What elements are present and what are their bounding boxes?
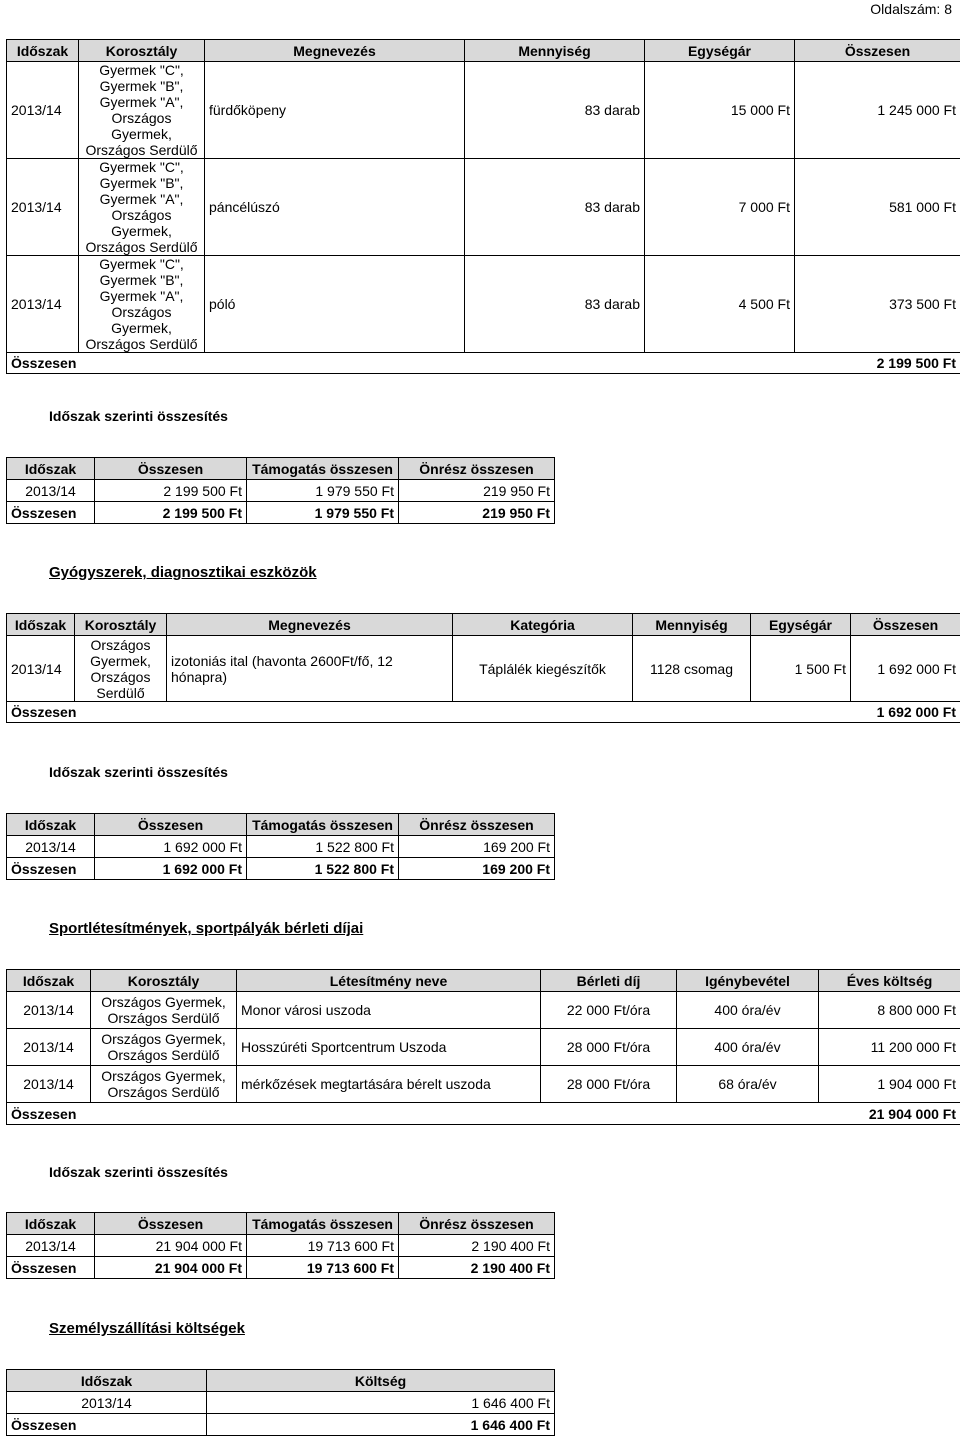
item-name-cell: póló xyxy=(205,256,465,353)
col-header: Időszak xyxy=(7,814,95,836)
table-row xyxy=(7,992,960,1029)
quantity-cell: 1128 csomag xyxy=(633,636,751,702)
usage-cell: 68 óra/év xyxy=(677,1066,819,1103)
item-name-cell: fürdőköpeny xyxy=(205,62,465,159)
age-group-cell: Gyermek "C", Gyermek "B", Gyermek "A", Országos Gyermek, Országos Serdülő xyxy=(79,256,205,353)
col-header: Éves költség xyxy=(819,970,960,992)
age-group-cell: Gyermek "C", Gyermek "B", Gyermek "A", Országos Gyermek, Országos Serdülő xyxy=(79,159,205,256)
quantity-cell: 83 darab xyxy=(465,256,645,353)
sum-row: Összesen 1 692 000 Ft 1 522 800 Ft 169 200 Ft xyxy=(7,858,555,880)
unit-price-cell: 4 500 Ft xyxy=(645,256,795,353)
total-cell: 581 000 Ft xyxy=(795,159,960,256)
sum-row xyxy=(7,1103,960,1125)
section-title: Személyszállítási költségek xyxy=(49,1320,245,1337)
col-header: Kategória xyxy=(453,614,633,636)
item-name-cell: izotoniás ital (havonta 2600Ft/fő, 12 hónapra) xyxy=(167,636,453,702)
table-header-row xyxy=(7,40,960,62)
total-cell: 373 500 Ft xyxy=(795,256,960,353)
sum-value: 1 692 000 Ft xyxy=(851,702,960,723)
col-header: Támogatás összesen xyxy=(247,814,399,836)
table-row xyxy=(7,256,960,353)
fee-cell: 28 000 Ft/óra xyxy=(541,1066,677,1103)
col-header: Időszak xyxy=(7,970,91,992)
section-title: Gyógyszerek, diagnosztikai eszközök xyxy=(49,564,317,581)
col-header: Összesen xyxy=(851,614,960,636)
page-number: Oldalszám: 8 xyxy=(870,1,952,17)
table-row xyxy=(7,62,960,159)
col-header: Időszak xyxy=(7,1213,95,1235)
summary-table xyxy=(6,457,555,524)
sum-row: Összesen 2 199 500 Ft 1 979 550 Ft 219 950 Ft xyxy=(7,502,555,524)
age-group-cell: Országos Gyermek, Országos Serdülő xyxy=(91,992,237,1029)
sum-row: Összesen 21 904 000 Ft 19 713 600 Ft 2 190 400 Ft xyxy=(7,1257,555,1279)
age-group-cell: Országos Gyermek, Országos Serdülő xyxy=(91,1029,237,1066)
col-header: Támogatás összesen xyxy=(247,458,399,480)
sum-value: 2 199 500 Ft xyxy=(795,353,960,374)
facility-name-cell: Hosszúréti Sportcentrum Uszoda xyxy=(237,1029,541,1066)
col-header: Egységár xyxy=(751,614,851,636)
period-cell: 2013/14 xyxy=(7,1029,91,1066)
table-row xyxy=(7,636,960,702)
total-cell: 1 692 000 Ft xyxy=(851,636,960,702)
item-name-cell: páncélúszó xyxy=(205,159,465,256)
col-header: Megnevezés xyxy=(205,40,465,62)
col-header: Összesen xyxy=(95,1213,247,1235)
sum-row xyxy=(7,702,960,723)
period-cell: 2013/14 xyxy=(7,992,91,1029)
summary-title: Időszak szerinti összesítés xyxy=(49,408,228,424)
col-header: Korosztály xyxy=(79,40,205,62)
table-row: 2013/14 2 199 500 Ft 1 979 550 Ft 219 950 Ft xyxy=(7,480,555,502)
section-title: Sportlétesítmények, sportpályák bérleti díjai xyxy=(49,920,364,937)
facility-name-cell: mérkőzések megtartására bérelt uszoda xyxy=(237,1066,541,1103)
quantity-cell: 83 darab xyxy=(465,159,645,256)
transport-table xyxy=(6,1369,555,1436)
period-cell: 2013/14 xyxy=(7,256,79,353)
sum-label: Összesen xyxy=(7,1103,819,1125)
col-header: Önrész összesen xyxy=(399,814,555,836)
usage-cell: 400 óra/év xyxy=(677,1029,819,1066)
period-cell: 2013/14 xyxy=(7,62,79,159)
col-header: Támogatás összesen xyxy=(247,1213,399,1235)
facility-name-cell: Monor városi uszoda xyxy=(237,992,541,1029)
age-group-cell: Országos Gyermek, Országos Serdülő xyxy=(91,1066,237,1103)
col-header: Időszak xyxy=(7,40,79,62)
col-header: Önrész összesen xyxy=(399,458,555,480)
annual-cost-cell: 1 904 000 Ft xyxy=(819,1066,960,1103)
period-cell: 2013/14 xyxy=(7,1066,91,1103)
col-header: Mennyiség xyxy=(633,614,751,636)
col-header: Bérleti díj xyxy=(541,970,677,992)
category-cell: Táplálék kiegészítők xyxy=(453,636,633,702)
col-header: Megnevezés xyxy=(167,614,453,636)
fee-cell: 28 000 Ft/óra xyxy=(541,1029,677,1066)
age-group-cell: Országos Gyermek, Országos Serdülő xyxy=(75,636,167,702)
age-group-cell: Gyermek "C", Gyermek "B", Gyermek "A", Országos Gyermek, Országos Serdülő xyxy=(79,62,205,159)
sum-row: Összesen 1 646 400 Ft xyxy=(7,1414,555,1436)
fee-cell: 22 000 Ft/óra xyxy=(541,992,677,1029)
annual-cost-cell: 8 800 000 Ft xyxy=(819,992,960,1029)
period-cell: 2013/14 xyxy=(7,636,75,702)
col-header: Egységár xyxy=(645,40,795,62)
col-header: Költség xyxy=(207,1370,555,1392)
col-header: Időszak xyxy=(7,614,75,636)
col-header: Időszak xyxy=(7,1370,207,1392)
equipment-table xyxy=(6,39,960,374)
unit-price-cell: 1 500 Ft xyxy=(751,636,851,702)
total-cell: 1 245 000 Ft xyxy=(795,62,960,159)
col-header: Összesen xyxy=(795,40,960,62)
table-row xyxy=(7,1029,960,1066)
col-header: Korosztály xyxy=(75,614,167,636)
unit-price-cell: 15 000 Ft xyxy=(645,62,795,159)
table-row xyxy=(7,159,960,256)
table-row xyxy=(7,1066,960,1103)
summary-title: Időszak szerinti összesítés xyxy=(49,764,228,780)
table-row: 2013/14 1 646 400 Ft xyxy=(7,1392,555,1414)
table-row: 2013/14 1 692 000 Ft 1 522 800 Ft 169 200 Ft xyxy=(7,836,555,858)
summary-table xyxy=(6,1212,555,1279)
sum-label: Összesen xyxy=(7,353,795,374)
col-header: Összesen xyxy=(95,458,247,480)
summary-table xyxy=(6,813,555,880)
table-row: 2013/14 21 904 000 Ft 19 713 600 Ft 2 190 400 Ft xyxy=(7,1235,555,1257)
quantity-cell: 83 darab xyxy=(465,62,645,159)
sum-row xyxy=(7,353,960,374)
col-header: Igénybevétel xyxy=(677,970,819,992)
annual-cost-cell: 11 200 000 Ft xyxy=(819,1029,960,1066)
sum-label: Összesen xyxy=(7,702,851,723)
col-header: Összesen xyxy=(95,814,247,836)
sum-value: 21 904 000 Ft xyxy=(819,1103,960,1125)
col-header: Létesítmény neve xyxy=(237,970,541,992)
summary-title: Időszak szerinti összesítés xyxy=(49,1164,228,1180)
col-header: Időszak xyxy=(7,458,95,480)
facility-table xyxy=(6,969,960,1125)
unit-price-cell: 7 000 Ft xyxy=(645,159,795,256)
usage-cell: 400 óra/év xyxy=(677,992,819,1029)
col-header: Korosztály xyxy=(91,970,237,992)
medicine-table xyxy=(6,613,960,723)
period-cell: 2013/14 xyxy=(7,159,79,256)
col-header: Mennyiség xyxy=(465,40,645,62)
col-header: Önrész összesen xyxy=(399,1213,555,1235)
